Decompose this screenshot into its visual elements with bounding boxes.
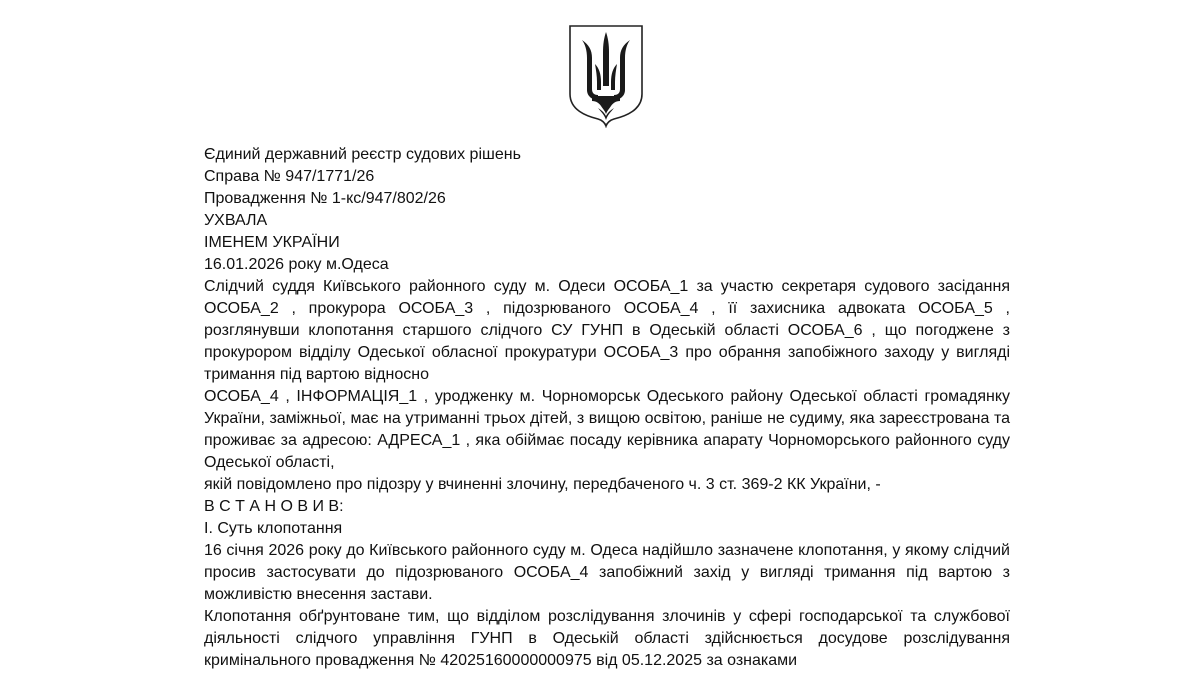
charge-line: якій повідомлено про підозру у вчиненні злочину, передбаченого ч. 3 ст. 369-2 КК України, - [204, 476, 881, 493]
suspect-paragraph: ОСОБА_4 , ІНФОРМАЦІЯ_1 , уродженку м. Чорноморськ Одеського району Одеської області громадянку України, заміжньої, має на утриманні трьох дітей, з вищою освітою, раніше не судиму, яка зареєстрована та проживає за адресою: АДРЕСА_1 , яка обіймає посаду керівника апарату Чорноморського районного суду Одеської області, [204, 388, 1010, 471]
coat-of-arms-of-ukraine-icon [568, 24, 644, 128]
proceeding-number: Провадження № 1-кс/947/802/26 [204, 190, 446, 207]
court-ruling-document [204, 144, 1010, 672]
paragraph-2: Клопотання обґрунтоване тим, що відділом розслідування злочинів у сфері господарської та службової діяльності слідчого управління ГУНП в Одеській області здійснюється досудове розслідування кримінального провадження № 42025160000000975 від 05.12.2025 за ознаками [204, 608, 1010, 669]
section-heading: І. Суть клопотання [204, 520, 343, 537]
document-type: УХВАЛА [204, 212, 268, 229]
in-name-of-ukraine: ІМЕНЕМ УКРАЇНИ [204, 234, 340, 251]
case-number: Справа № 947/1771/26 [204, 168, 375, 185]
intro-paragraph: Слідчий суддя Київського районного суду м. Одеси ОСОБА_1 за участю секретаря судового засідання ОСОБА_2 , прокурора ОСОБА_3 , підозрюваного ОСОБА_4 , її захисника адвоката ОСОБА_5 , розглянувши клопотання старшого слідчого СУ ГУНП в Одеській області ОСОБА_6 , що погоджене з прокурором відділу Одеської обласної прокуратури ОСОБА_3 про обрання запобіжного заходу у вигляді тримання під вартою відносно [204, 278, 1010, 383]
registry-title: Єдиний державний реєстр судових рішень [204, 146, 521, 163]
established-heading: В С Т А Н О В И В: [204, 498, 344, 515]
paragraph-1: 16 січня 2026 року до Київського районного суду м. Одеса надійшло зазначене клопотання, у якому слідчий просив застосувати до підозрюваного ОСОБА_4 запобіжний захід у вигляді тримання під вартою з можливістю внесення застави. [204, 542, 1010, 603]
date-place: 16.01.2026 року м.Одеса [204, 256, 389, 273]
